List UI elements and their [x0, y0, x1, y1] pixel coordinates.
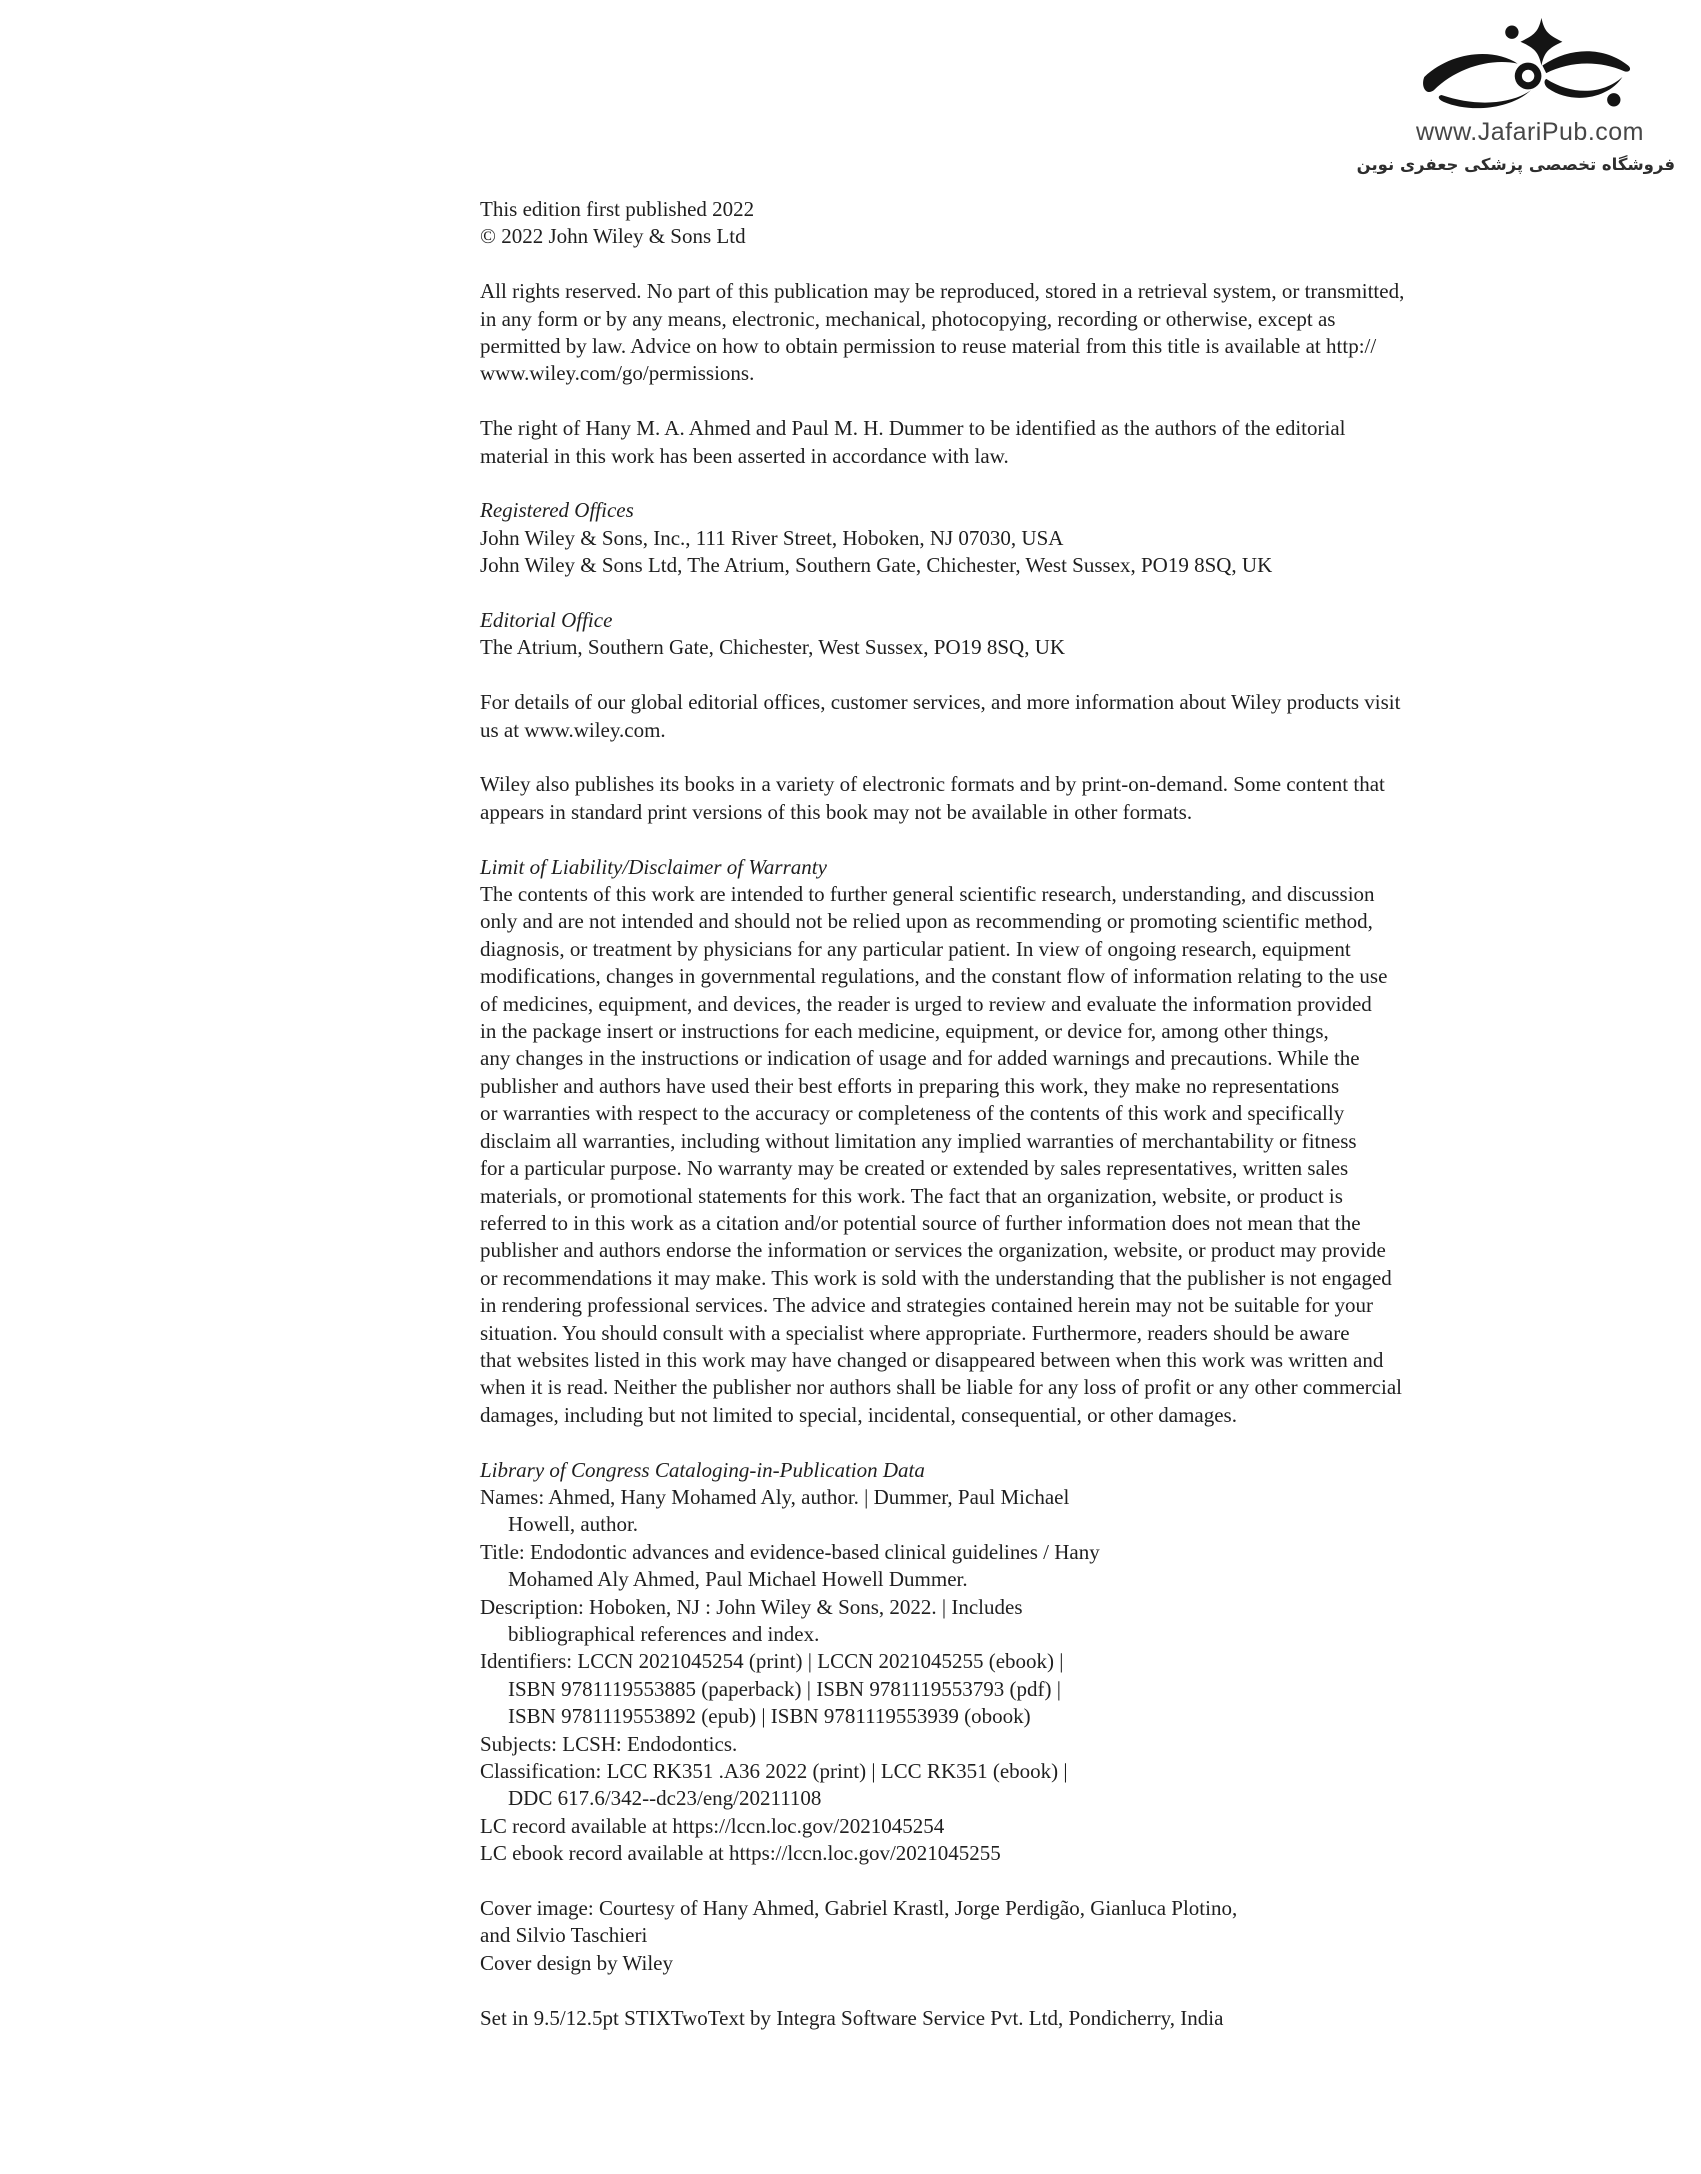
publisher-logo-mark — [1385, 16, 1675, 116]
text-line: ISBN 9781119553892 (epub) | ISBN 9781119553939 (obook) — [508, 1704, 1031, 1729]
text-line: in any form or by any means, electronic, mechanical, photocopying, recording or otherwise, except as — [480, 306, 1336, 331]
text-line: that websites listed in this work may have changed or disappeared between when this work was written and — [480, 1347, 1384, 1372]
text-line: www.wiley.com/go/permissions. — [480, 361, 755, 386]
text-block — [480, 771, 1580, 826]
text-line: materials, or promotional statements for this work. The fact that an organization, website, or product is — [480, 1183, 1343, 1208]
text-line: when it is read. Neither the publisher nor authors shall be liable for any loss of profit or any other commercial — [480, 1375, 1402, 1400]
text-line: of medicines, equipment, and devices, the reader is urged to review and evaluate the information provided — [480, 991, 1372, 1016]
text-line: in rendering professional services. The advice and strategies contained herein may not be suitable for your — [480, 1293, 1373, 1318]
text-line: All rights reserved. No part of this publication may be reproduced, stored in a retrieval system, or transmitted, — [480, 279, 1405, 304]
section-heading: Limit of Liability/Disclaimer of Warranty — [480, 854, 827, 879]
text-line: diagnosis, or treatment by physicians for any particular patient. In view of ongoing research, equipment — [480, 936, 1351, 961]
text-line: This edition first published 2022 — [480, 197, 755, 221]
text-block — [480, 415, 1580, 470]
text-block — [480, 1457, 1580, 1868]
publisher-logo — [1356, 16, 1675, 174]
text-line: DDC 617.6/342--dc23/eng/20211108 — [508, 1786, 822, 1811]
text-line: Subjects: LCSH: Endodontics. — [480, 1731, 738, 1756]
calligraphy-icon — [1420, 16, 1640, 116]
publisher-caption-farsi: فروشگاه تخصصی پزشکی جعفری نوین — [1356, 155, 1675, 174]
text-line: only and are not intended and should not be relied upon as recommending or promoting scientific method, — [480, 909, 1373, 934]
text-line: The right of Hany M. A. Ahmed and Paul M. H. Dummer to be identified as the authors of the editorial — [480, 416, 1346, 441]
text-block — [480, 196, 1580, 251]
text-block — [480, 689, 1580, 744]
text-line: us at www.wiley.com. — [480, 717, 666, 742]
text-block — [480, 497, 1580, 579]
text-line: The Atrium, Southern Gate, Chichester, West Sussex, PO19 8SQ, UK — [480, 635, 1066, 660]
text-line: Howell, author. — [508, 1512, 639, 1537]
publisher-url: www.JafariPub.com — [1415, 118, 1645, 146]
text-line: Description: Hoboken, NJ : John Wiley & Sons, 2022. | Includes — [480, 1594, 1023, 1619]
text-line: Mohamed Aly Ahmed, Paul Michael Howell Dummer. — [508, 1567, 968, 1592]
text-line: material in this work has been asserted in accordance with law. — [480, 443, 1009, 468]
text-line: Names: Ahmed, Hany Mohamed Aly, author. | Dummer, Paul Michael — [480, 1484, 1070, 1509]
text-line: for a particular purpose. No warranty may be created or extended by sales representatives, written sales — [480, 1156, 1349, 1181]
section-heading: Registered Offices — [480, 498, 634, 523]
text-line: Set in 9.5/12.5pt STIXTwoText by Integra Software Service Pvt. Ltd, Pondicherry, India — [480, 2005, 1224, 2030]
text-line: Cover image: Courtesy of Hany Ahmed, Gabriel Krastl, Jorge Perdigão, Gianluca Plotino, — [480, 1896, 1238, 1921]
text-line: appears in standard print versions of this book may not be available in other formats. — [480, 799, 1193, 824]
section-heading: Editorial Office — [480, 608, 613, 633]
text-line: Classification: LCC RK351 .A36 2022 (print) | LCC RK351 (ebook) | — [480, 1759, 1068, 1784]
text-line: in the package insert or instructions for each medicine, equipment, or device for, among other things, — [480, 1019, 1329, 1044]
text-line: permitted by law. Advice on how to obtain permission to reuse material from this title is available at http:// — [480, 334, 1377, 359]
text-line: situation. You should consult with a specialist where appropriate. Furthermore, readers should be aware — [480, 1320, 1350, 1345]
text-line: Cover design by Wiley — [480, 1950, 673, 1975]
text-block — [480, 607, 1580, 662]
text-line: disclaim all warranties, including without limitation any implied warranties of merchantability or fitness — [480, 1128, 1357, 1153]
copyright-text — [480, 196, 1580, 2032]
text-line: © 2022 John Wiley & Sons Ltd — [480, 224, 746, 249]
text-line: publisher and authors endorse the information or services the organization, website, or product may provide — [480, 1238, 1386, 1263]
text-line: LC ebook record available at https://lccn.loc.gov/2021045255 — [480, 1841, 1001, 1866]
text-line: ISBN 9781119553885 (paperback) | ISBN 9781119553793 (pdf) | — [508, 1676, 1061, 1701]
text-block — [480, 854, 1580, 1430]
text-block — [480, 1895, 1580, 1977]
text-line: John Wiley & Sons Ltd, The Atrium, Southern Gate, Chichester, West Sussex, PO19 8SQ, UK — [480, 553, 1273, 578]
text-line: bibliographical references and index. — [508, 1622, 820, 1646]
text-line: For details of our global editorial offices, customer services, and more information about Wiley products visit — [480, 690, 1401, 715]
text-line: Title: Endodontic advances and evidence-based clinical guidelines / Hany — [480, 1539, 1100, 1564]
text-line: publisher and authors have used their best efforts in preparing this work, they make no representations — [480, 1073, 1340, 1098]
text-line: Wiley also publishes its books in a variety of electronic formats and by print-on-demand. Some content that — [480, 772, 1385, 797]
text-block — [480, 2005, 1580, 2032]
text-line: and Silvio Taschieri — [480, 1923, 648, 1948]
text-line: referred to in this work as a citation and/or potential source of further information does not mean that the — [480, 1210, 1361, 1235]
text-block — [480, 278, 1580, 388]
text-line: any changes in the instructions or indication of usage and for added warnings and precautions. While the — [480, 1046, 1360, 1071]
text-line: modifications, changes in governmental regulations, and the constant flow of information relating to the use — [480, 964, 1388, 989]
section-heading: Library of Congress Cataloging-in-Publication Data — [480, 1457, 925, 1482]
text-line: Identifiers: LCCN 2021045254 (print) | LCCN 2021045255 (ebook) | — [480, 1649, 1064, 1674]
text-line: The contents of this work are intended to further general scientific research, understanding, and discussion — [480, 882, 1375, 907]
text-line: or recommendations it may make. This work is sold with the understanding that the publisher is not engaged — [480, 1265, 1392, 1290]
text-line: or warranties with respect to the accuracy or completeness of the contents of this work and specifically — [480, 1101, 1345, 1126]
text-line: damages, including but not limited to special, incidental, consequential, or other damages. — [480, 1402, 1237, 1427]
text-line: LC record available at https://lccn.loc.gov/2021045254 — [480, 1813, 945, 1838]
text-line: John Wiley & Sons, Inc., 111 River Street, Hoboken, NJ 07030, USA — [480, 525, 1064, 550]
